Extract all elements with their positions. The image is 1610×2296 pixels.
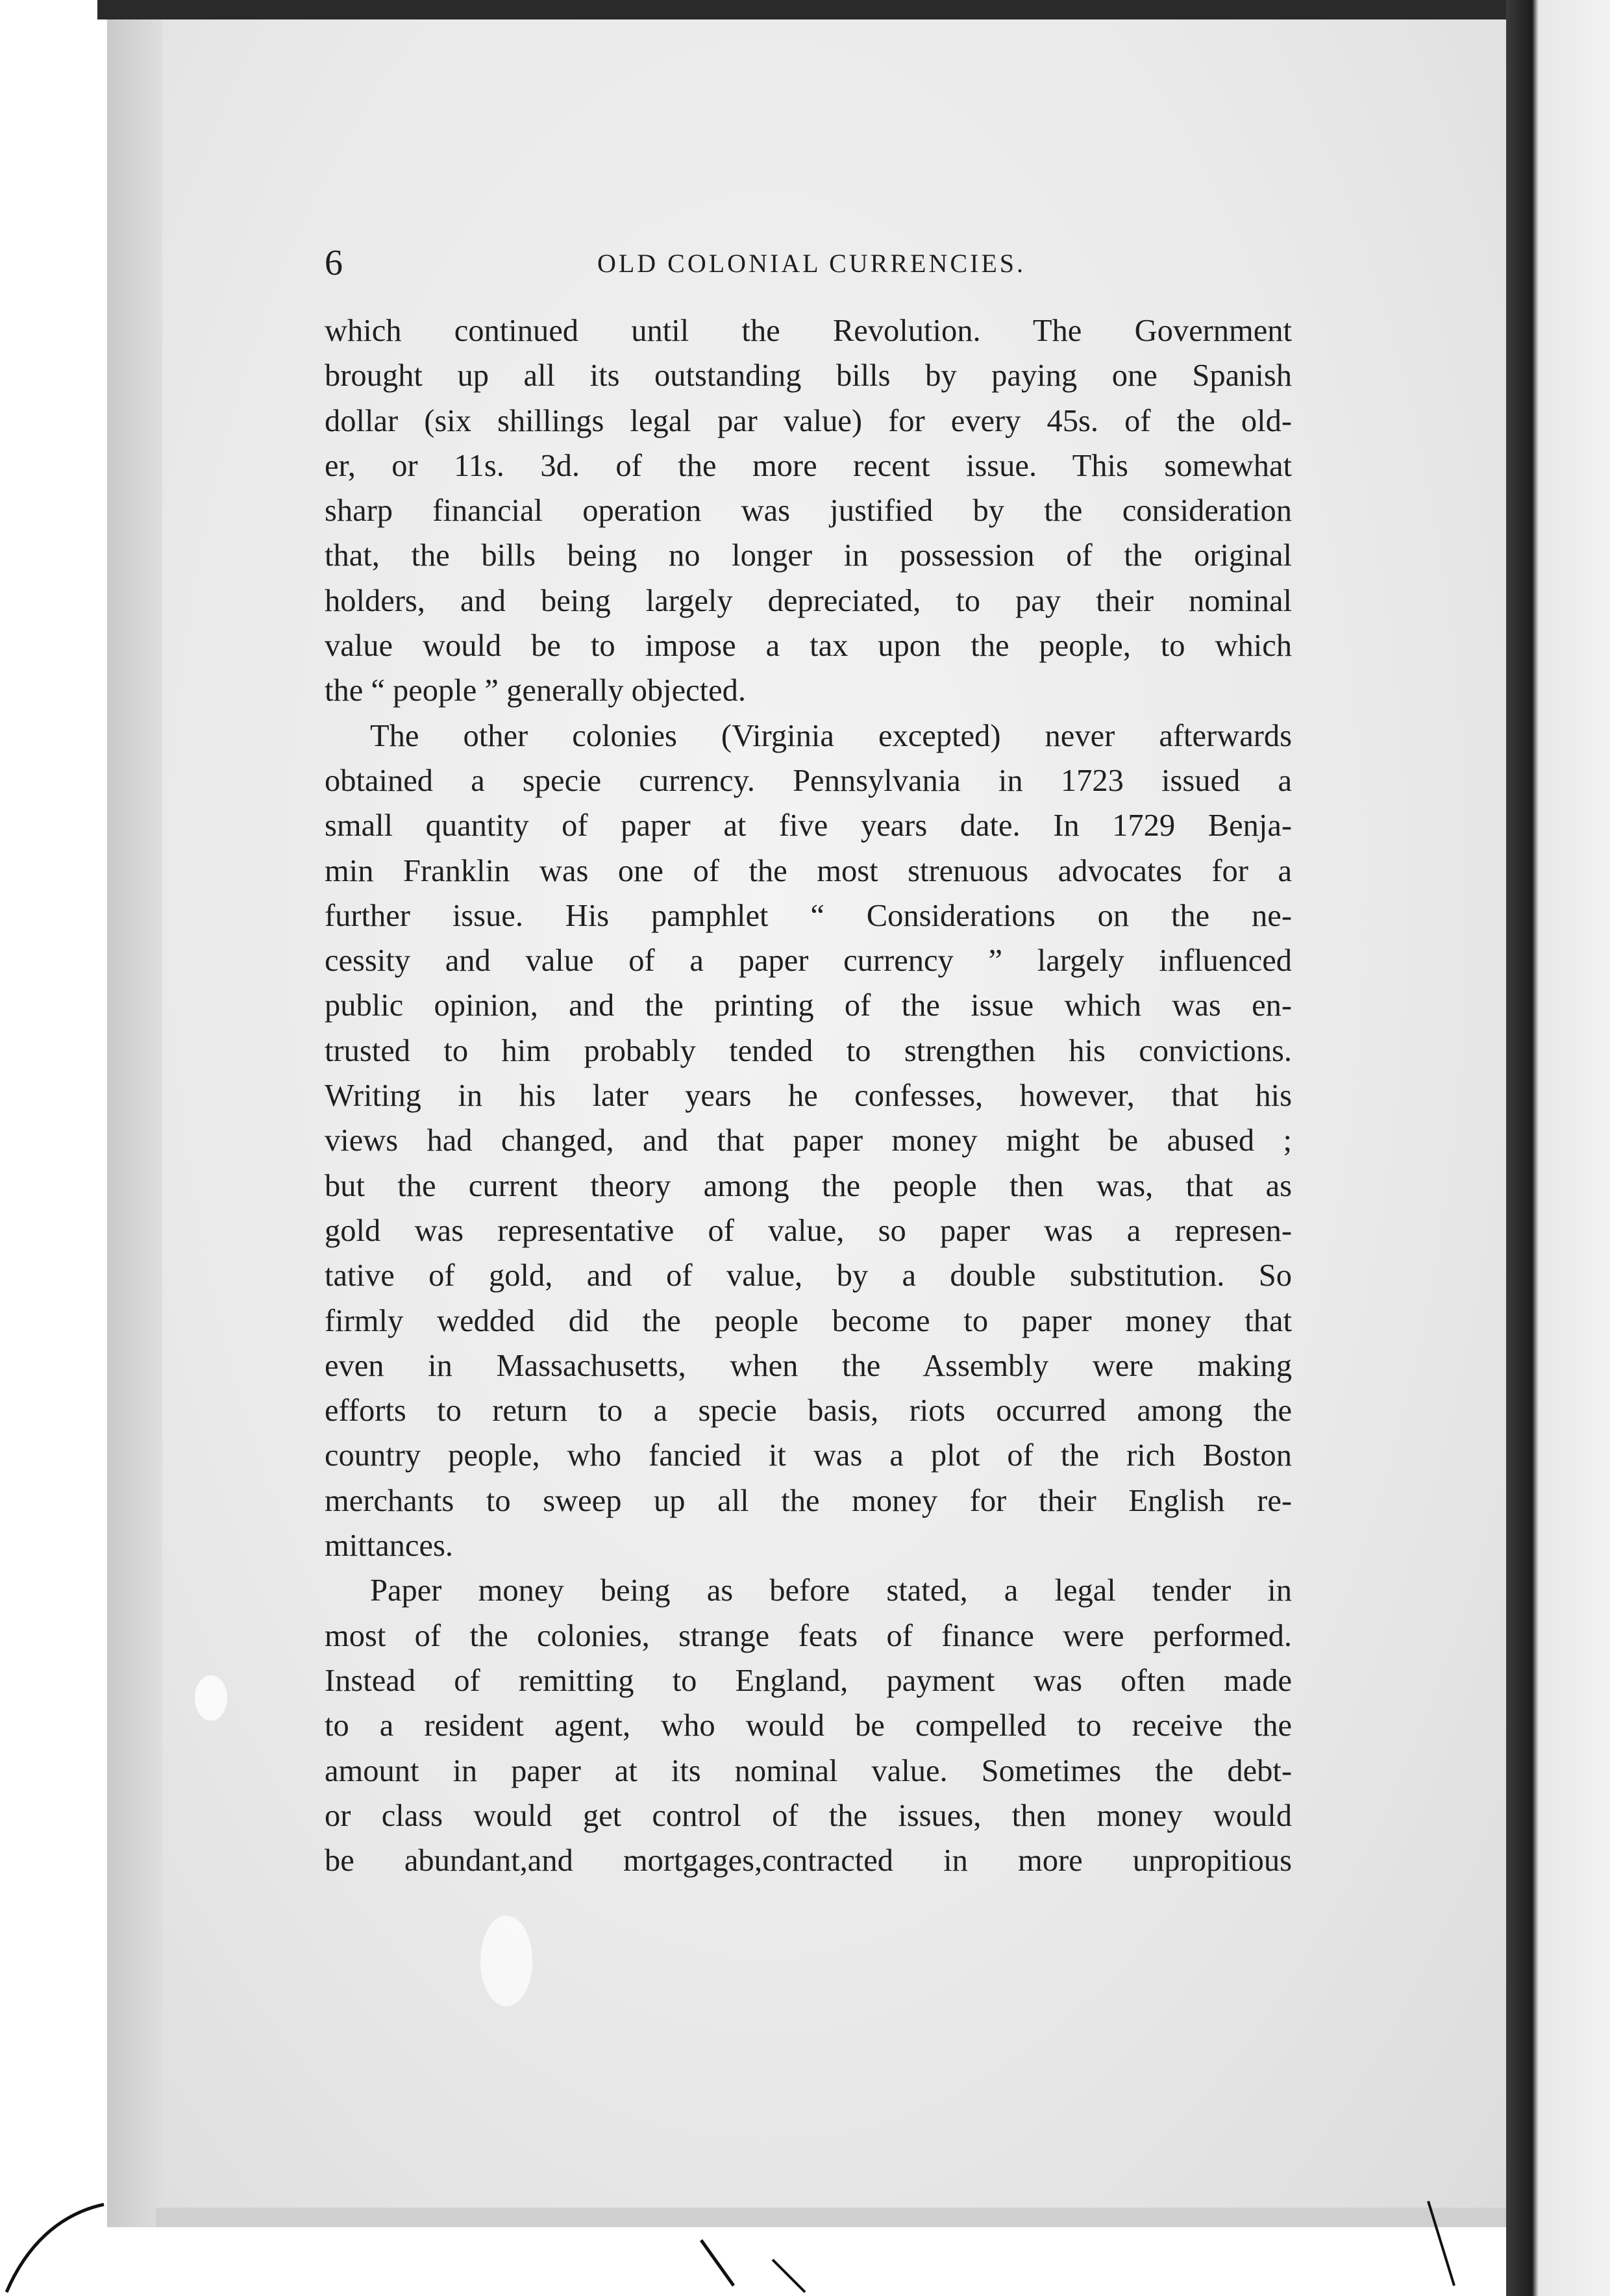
- text-line: dollar (six shillings legal par value) for every 45s. of the old-: [325, 403, 1292, 438]
- text-line: brought up all its outstanding bills by paying one Spanish: [325, 358, 1292, 393]
- corner-scratch-icon: [0, 2143, 130, 2296]
- text-line: most of the colonies, strange feats of finance were performed.: [325, 1618, 1292, 1653]
- text-line: The other colonies (Virginia excepted) never afterwards: [370, 718, 1292, 753]
- body-text: [325, 308, 1292, 1883]
- text-line: holders, and being largely depreciated, to pay their nominal: [325, 583, 1292, 618]
- text-line: cessity and value of a paper currency ” largely influenced: [325, 943, 1292, 979]
- text-line: Paper money being as before stated, a legal tender in: [370, 1573, 1292, 1608]
- bottom-scratch-icon: [695, 2234, 824, 2296]
- text-line: be abundant,and mortgages,contracted in more unpropitious: [325, 1843, 1292, 1878]
- text-line: the “ people ” generally objected.: [325, 673, 747, 708]
- scan-border-top: [97, 0, 1610, 19]
- text-line: views had changed, and that paper money might be abused ;: [325, 1123, 1292, 1158]
- text-line: or class would get control of the issues, then money would: [325, 1798, 1292, 1833]
- paragraph-1: [325, 308, 1292, 714]
- text-line: public opinion, and the printing of the issue which was en-: [325, 988, 1292, 1023]
- text-line: to a resident agent, who would be compelled to receive the: [325, 1708, 1292, 1743]
- running-title: OLD COLONIAL CURRENCIES.: [597, 249, 1026, 278]
- text-line: further issue. His pamphlet “ Considerations on the ne-: [325, 898, 1292, 933]
- text-line: but the current theory among the people then was, that as: [325, 1168, 1292, 1203]
- text-line: that, the bills being no longer in possession of the original: [325, 538, 1292, 573]
- scan-border-right: [1506, 0, 1610, 2296]
- text-line: small quantity of paper at five years date. In 1729 Benja-: [325, 808, 1292, 843]
- scan-smudge: [195, 1675, 227, 1721]
- text-line: amount in paper at its nominal value. Sometimes the debt-: [325, 1753, 1292, 1788]
- right-scratch-icon: [1415, 2195, 1493, 2296]
- text-line: sharp financial operation was justified by the consideration: [325, 493, 1292, 529]
- text-line: merchants to sweep up all the money for their English re-: [325, 1483, 1292, 1518]
- text-line: tative of gold, and of value, by a double substitution. So: [325, 1258, 1292, 1293]
- text-line: mittances.: [325, 1529, 453, 1564]
- text-line: gold was representative of value, so paper was a represen-: [325, 1213, 1292, 1248]
- paragraph-3: [325, 1568, 1292, 1883]
- text-line: Instead of remitting to England, payment was often made: [325, 1663, 1292, 1698]
- text-line: which continued until the Revolution. The Government: [325, 314, 1292, 348]
- page-header: [325, 240, 1298, 286]
- text-line: value would be to impose a tax upon the people, to which: [325, 629, 1292, 664]
- paragraph-2: [325, 714, 1292, 1569]
- text-line: even in Massachusetts, when the Assembly were making: [325, 1348, 1292, 1383]
- scan-border-left: [107, 19, 162, 2227]
- text-line: firmly wedded did the people become to paper money that: [325, 1303, 1292, 1338]
- text-line: er, or 11s. 3d. of the more recent issue. This somewhat: [325, 448, 1292, 483]
- scan-border-bottom: [156, 2208, 1506, 2227]
- page-number: 6: [325, 243, 343, 283]
- scan-smudge: [480, 1915, 532, 2006]
- text-line: efforts to return to a specie basis, riots occurred among the: [325, 1393, 1292, 1429]
- text-line: obtained a specie currency. Pennsylvania in 1723 issued a: [325, 763, 1292, 798]
- text-line: trusted to him probably tended to strengthen his convictions.: [325, 1033, 1292, 1068]
- text-line: Writing in his later years he confesses, however, that his: [325, 1079, 1292, 1114]
- text-line: min Franklin was one of the most strenuous advocates for a: [325, 853, 1292, 888]
- text-line: country people, who fancied it was a plot of the rich Boston: [325, 1438, 1292, 1473]
